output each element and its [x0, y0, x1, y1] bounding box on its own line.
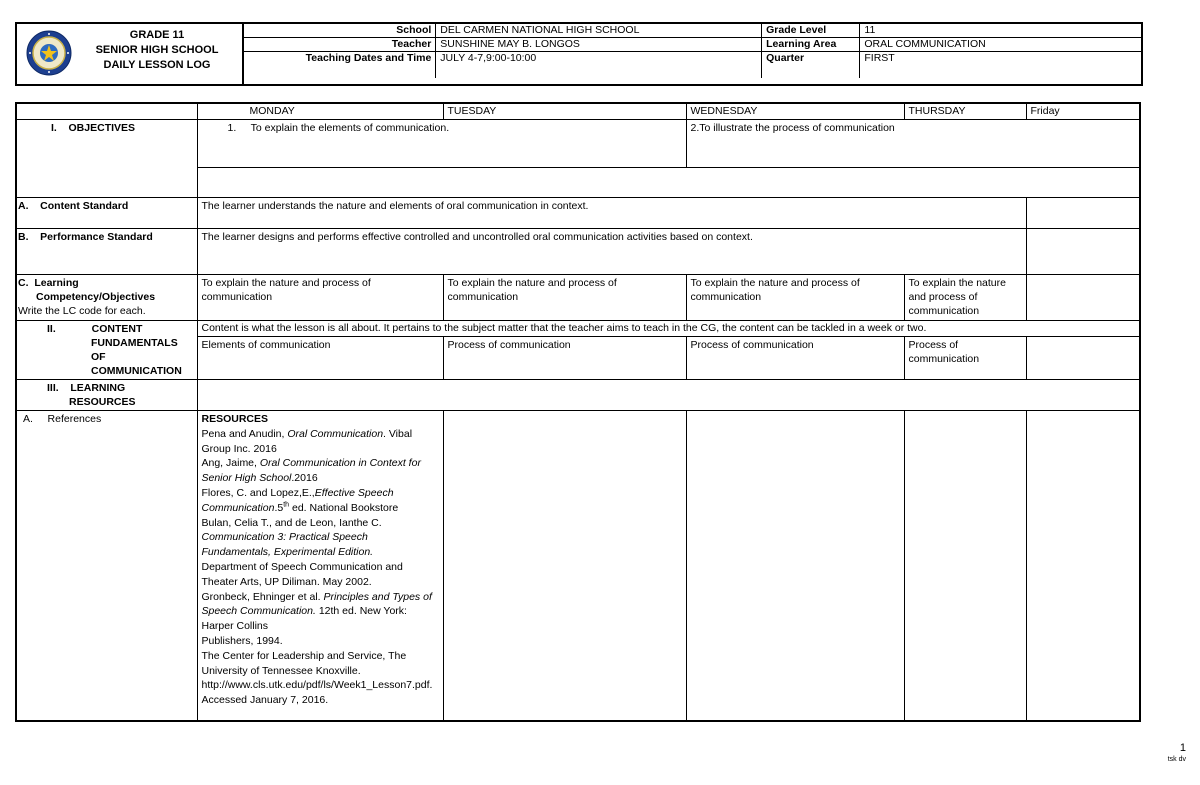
learning-resources-blank — [197, 380, 1140, 411]
content-label-d: COMMUNICATION — [91, 365, 182, 377]
references-thursday — [904, 411, 1026, 721]
learning-resources-line1 — [47, 381, 193, 395]
content-label — [16, 321, 197, 380]
day-thursday: THURSDAY — [904, 103, 1026, 120]
ref-1-line1 — [202, 427, 439, 442]
header-titles — [77, 28, 237, 73]
header-info-table — [244, 24, 1141, 78]
ref-4-line4: Department of Speech Communication and — [201, 560, 403, 573]
competency-num: C. — [18, 277, 29, 289]
objectives-row — [16, 120, 1140, 168]
school-value: DEL CARMEN NATIONAL HIGH SCHOOL — [436, 24, 762, 38]
references-monday — [197, 411, 443, 721]
objectives-blank-cell — [197, 168, 1140, 198]
ref-6-accessed: Accessed January 7, 2016. — [201, 694, 329, 707]
objectives-label — [16, 120, 197, 198]
learning-resources-row — [16, 380, 1140, 411]
grade-level-value: 11 — [860, 24, 1141, 38]
ref-3-sup: th — [283, 501, 290, 509]
performance-standard-label — [16, 229, 197, 275]
learning-resources-label-b: RESOURCES — [69, 396, 136, 408]
ref-5-line1 — [202, 590, 439, 605]
deped-seal-icon — [26, 30, 72, 76]
day-tuesday: TUESDAY — [443, 103, 686, 120]
performance-standard-value: The learner designs and performs effective controlled and uncontrolled oral communication activities based on context. — [197, 229, 1026, 275]
competency-label-c: Write the LC code for each. — [18, 305, 146, 317]
objectives-text: OBJECTIVES — [68, 122, 136, 134]
content-tuesday: Process of communication — [443, 337, 686, 380]
ref-2-title: Oral Communication in Context for — [259, 457, 421, 470]
content-standard-num: A. — [18, 200, 29, 212]
learning-resources-label — [16, 380, 197, 411]
ref-6-line1: The Center for Leadership and Service, The — [201, 649, 407, 662]
content-note-row — [16, 321, 1140, 337]
ref-2-title-cont: Senior High School — [201, 472, 292, 485]
ref-1-author: Pena and Anudin, — [201, 427, 288, 440]
title-shs: SENIOR HIGH SCHOOL — [95, 44, 219, 56]
references-label — [16, 411, 197, 721]
ref-4-line1: Bulan, Celia T., and de Leon, Ianthe C. — [201, 516, 382, 529]
performance-standard-text: Performance Standard — [40, 231, 153, 243]
page-footer — [1168, 742, 1186, 763]
ref-5-title: Principles and Types of — [323, 590, 432, 603]
competency-label-line1 — [18, 276, 193, 290]
performance-standard-num: B. — [18, 231, 29, 243]
grade-level-label: Grade Level — [762, 24, 860, 38]
quarter-value: FIRST — [860, 52, 1141, 79]
ref-2-author: Ang, Jaime, — [201, 457, 260, 470]
performance-standard-friday — [1026, 229, 1140, 275]
title-grade: GRADE 11 — [129, 29, 185, 41]
competency-tuesday: To explain the nature and process of communication — [443, 275, 686, 321]
content-standard-friday — [1026, 198, 1140, 229]
ref-3-title: Effective Speech — [314, 486, 394, 499]
ref-3-edition: .5 — [274, 501, 284, 514]
references-text: References — [47, 413, 102, 425]
ref-5-edition: 12th ed. New York: — [315, 605, 407, 618]
ref-1-pub: . Vibal — [383, 427, 413, 440]
objective-monday-num: 1. — [227, 122, 237, 134]
quarter-label: Quarter — [762, 52, 860, 79]
content-monday: Elements of communication — [197, 337, 443, 380]
competency-wednesday: To explain the nature and process of communication — [686, 275, 904, 321]
content-friday — [1026, 337, 1140, 380]
learning-area-value: ORAL COMMUNICATION — [860, 38, 1141, 52]
references-friday — [1026, 411, 1140, 721]
page-number: 1 — [1179, 742, 1186, 754]
ref-4-line2: Communication 3: Practical Speech — [201, 531, 368, 544]
objectives-num: I. — [51, 122, 57, 134]
competency-row — [16, 275, 1140, 321]
competency-monday: To explain the nature and process of communication — [197, 275, 443, 321]
ref-1-title: Oral Communication — [287, 427, 384, 440]
competency-friday — [1026, 275, 1140, 321]
ref-6-link: http://www.cls.utk.edu/pdf/ls/Week1_Lesson7.pdf. — [201, 679, 433, 692]
teacher-label: Teacher — [244, 38, 436, 52]
ref-3-line2 — [202, 501, 439, 516]
corner-cell — [16, 103, 197, 120]
references-wednesday — [686, 411, 904, 721]
competency-label — [16, 275, 197, 321]
ref-3-pub: ed. National Bookstore — [289, 501, 399, 514]
content-label-c: OF — [91, 351, 106, 363]
content-standard-text: Content Standard — [40, 200, 129, 212]
ref-3-line1 — [202, 486, 439, 501]
references-tuesday — [443, 411, 686, 721]
learning-area-label: Learning Area — [762, 38, 860, 52]
days-row — [16, 103, 1140, 120]
title-dll: DAILY LESSON LOG — [103, 59, 211, 71]
ref-5-line3: Harper Collins — [201, 620, 269, 633]
learning-resources-num: III. — [47, 382, 59, 394]
resources-heading: RESOURCES — [201, 413, 269, 425]
day-friday: Friday — [1026, 103, 1140, 120]
teacher-value: SUNSHINE MAY B. LONGOS — [436, 38, 762, 52]
school-label: School — [244, 24, 436, 38]
header-title-block — [17, 24, 244, 84]
dll-header — [15, 22, 1143, 86]
content-note: Content is what the lesson is all about. It pertains to the subject matter that the teacher aims to teach in the CG, the content can be tackled in a week or two. — [197, 321, 1140, 337]
ref-2-line1 — [202, 456, 439, 471]
content-num: II. — [47, 323, 56, 335]
objective-monday — [197, 120, 686, 168]
references-num: A. — [23, 413, 33, 425]
dates-label: Teaching Dates and Time — [244, 52, 436, 79]
references-row — [16, 411, 1140, 721]
content-wednesday: Process of communication — [686, 337, 904, 380]
content-standard-row — [16, 198, 1140, 229]
competency-thursday: To explain the nature and process of communication — [904, 275, 1026, 321]
ref-4-line3: Fundamentals, Experimental Edition. — [201, 546, 374, 559]
ref-6-line2: University of Tennessee Knoxville. — [201, 664, 361, 677]
day-wednesday: WEDNESDAY — [686, 103, 904, 120]
learning-resources-label-a: LEARNING — [70, 382, 126, 394]
content-standard-value: The learner understands the nature and elements of oral communication in context. — [197, 198, 1026, 229]
competency-label-a: Learning — [34, 277, 79, 289]
ref-5-author: Gronbeck, Ehninger et al. — [201, 590, 324, 603]
ref-1-line2: Group Inc. 2016 — [201, 442, 277, 455]
objective-wednesday: 2.To illustrate the process of communication — [686, 120, 1140, 168]
content-thursday: Process of communication — [904, 337, 1026, 380]
objective-monday-text: To explain the elements of communication. — [250, 122, 450, 134]
performance-standard-row — [16, 229, 1140, 275]
competency-label-b: Competency/Objectives — [36, 291, 156, 303]
content-label-b: FUNDAMENTALS — [91, 337, 178, 349]
ref-2-year: .2016 — [291, 472, 318, 485]
lesson-log-table — [15, 102, 1141, 722]
ref-5-title-cont: Speech Communication. — [201, 605, 316, 618]
dates-value: JULY 4-7,9:00-10:00 — [436, 52, 762, 79]
ref-3-title-cont: Communication — [201, 501, 275, 514]
day-monday: MONDAY — [197, 103, 443, 120]
content-standard-label — [16, 198, 197, 229]
content-label-a: CONTENT — [91, 323, 143, 335]
ref-2-line2 — [202, 471, 439, 486]
ref-3-author: Flores, C. and Lopez,E., — [201, 486, 315, 499]
ref-5-line2 — [202, 604, 439, 619]
ref-5-line4: Publishers, 1994. — [201, 634, 283, 647]
content-label-line1 — [47, 322, 193, 336]
footer-mark: tsk dv — [1167, 756, 1186, 763]
ref-4-line5: Theater Arts, UP Diliman. May 2002. — [201, 575, 372, 588]
